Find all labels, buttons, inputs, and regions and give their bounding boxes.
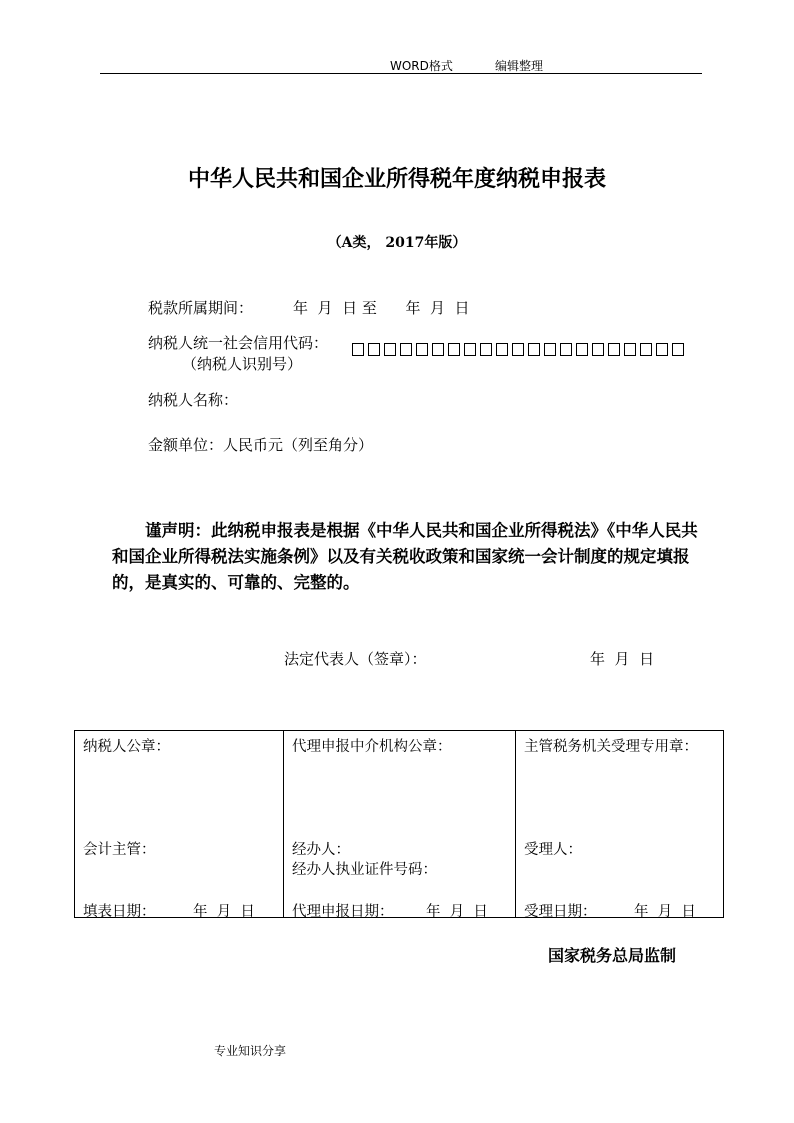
credit-code-box[interactable] bbox=[464, 343, 476, 356]
tax-period-value: 年 月 日 至 年 月 日 bbox=[293, 299, 470, 317]
credit-code-box[interactable] bbox=[384, 343, 396, 356]
taxpayer-id-sublabel: （纳税人识别号） bbox=[182, 355, 303, 373]
accounting-supervisor-label: 会计主管： bbox=[83, 842, 156, 858]
credit-code-box[interactable] bbox=[432, 343, 444, 356]
credit-code-label: 纳税人统一社会信用代码： bbox=[148, 334, 329, 352]
form-title: 中华人民共和国企业所得税年度纳税申报表 bbox=[187, 166, 606, 192]
credit-code-box[interactable] bbox=[352, 343, 364, 356]
credit-code-box[interactable] bbox=[400, 343, 412, 356]
taxpayer-name-label: 纳税人名称： bbox=[148, 391, 239, 409]
footer-note: 专业知识分享 bbox=[214, 1044, 287, 1058]
receiver-label: 受理人： bbox=[524, 842, 582, 858]
taxpayer-seal-cell[interactable] bbox=[75, 731, 284, 920]
agency-date-label: 代理申报日期： bbox=[292, 904, 394, 920]
currency-unit-label: 金额单位：人民币元（列至角分） bbox=[148, 436, 374, 454]
credit-code-box[interactable] bbox=[624, 343, 636, 356]
agency-date-value: 年 月 日 bbox=[426, 904, 488, 920]
credit-code-box[interactable] bbox=[640, 343, 652, 356]
tax-authority-seal-label: 主管税务机关受理专用章： bbox=[524, 739, 698, 755]
credit-code-box[interactable] bbox=[592, 343, 604, 356]
declaration-text: 谨声明：此纳税申报表是根据《中华人民共和国企业所得税法》《中华人民共和国企业所得税法实施条例》以及有关税收政策和国家统一会计制度的规定填报的，是真实的、可靠的、完整的。 bbox=[112, 521, 698, 592]
credit-code-box[interactable] bbox=[528, 343, 540, 356]
agent-label: 经办人： bbox=[292, 842, 350, 858]
agency-seal-cell[interactable] bbox=[284, 731, 516, 920]
stamp-table bbox=[74, 730, 724, 918]
tax-period-label: 税款所属期间： bbox=[148, 299, 254, 317]
receive-date-value: 年 月 日 bbox=[634, 904, 696, 920]
header-edit-label: 编辑整理 bbox=[495, 59, 544, 73]
credit-code-box[interactable] bbox=[560, 343, 572, 356]
tax-authority-seal-cell[interactable] bbox=[516, 731, 723, 920]
receive-date-label: 受理日期： bbox=[524, 904, 597, 920]
credit-code-box[interactable] bbox=[656, 343, 668, 356]
taxpayer-seal-label: 纳税人公章： bbox=[83, 739, 170, 755]
form-subtitle: （A类， 2017年版） bbox=[327, 235, 467, 251]
credit-code-box[interactable] bbox=[608, 343, 620, 356]
credit-code-box[interactable] bbox=[544, 343, 556, 356]
credit-code-box[interactable] bbox=[512, 343, 524, 356]
legal-rep-date: 年 月 日 bbox=[590, 650, 655, 668]
credit-code-box[interactable] bbox=[480, 343, 492, 356]
credit-code-box[interactable] bbox=[416, 343, 428, 356]
agent-license-label: 经办人执业证件号码： bbox=[292, 862, 437, 878]
credit-code-box[interactable] bbox=[496, 343, 508, 356]
fill-date-label: 填表日期： bbox=[83, 904, 156, 920]
credit-code-boxes[interactable] bbox=[352, 343, 688, 356]
header-divider bbox=[100, 73, 702, 74]
credit-code-box[interactable] bbox=[368, 343, 380, 356]
header-format-label: WORD格式 bbox=[390, 59, 453, 73]
credit-code-box[interactable] bbox=[448, 343, 460, 356]
credit-code-box[interactable] bbox=[576, 343, 588, 356]
legal-rep-label: 法定代表人（签章）： bbox=[284, 650, 427, 668]
fill-date-value: 年 月 日 bbox=[193, 904, 255, 920]
agency-seal-label: 代理申报中介机构公章： bbox=[292, 739, 452, 755]
credit-code-box[interactable] bbox=[672, 343, 684, 356]
supervisor-text: 国家税务总局监制 bbox=[548, 946, 677, 965]
